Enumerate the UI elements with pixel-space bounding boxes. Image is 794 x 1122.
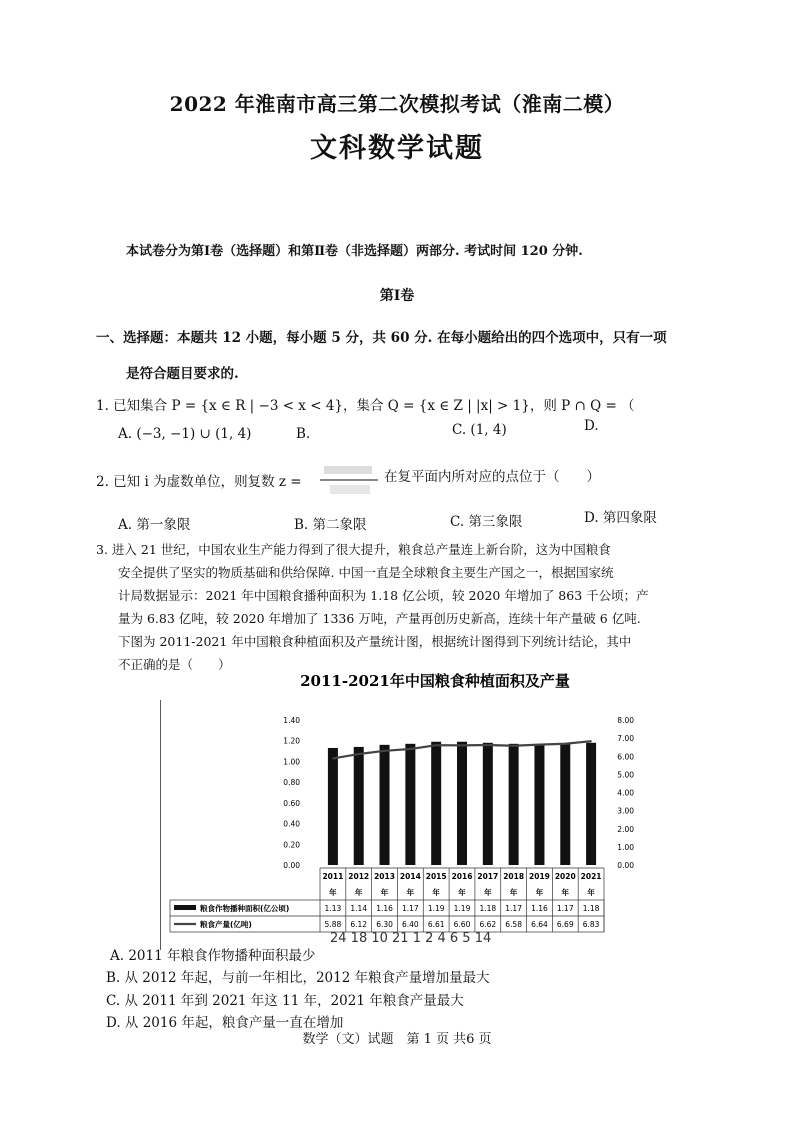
y-right-tick-label: 0.00 xyxy=(617,861,634,870)
y-left-tick-label: 0.40 xyxy=(283,819,300,829)
q2-stem: 2. 已知 i 为虚数单位，则复数 z = xyxy=(96,474,302,490)
q3-option-a: A. 2011 年粮食作物播种面积最少 xyxy=(110,948,316,964)
bar-area xyxy=(431,742,441,865)
area-data-label: 1.17 xyxy=(556,904,574,913)
q3-stem-line3: 计局数据显示：2021 年中国粮食播种面积为 1.18 亿公顷，较 2020 年增加了 863 千公顷；产 xyxy=(118,588,649,603)
area-data-label: 1.18 xyxy=(582,904,600,913)
x-category-label: 2011 xyxy=(322,872,344,881)
q3-stem-line2: 安全提供了坚实的物质基础和供给保障. 中国一直是全球粮食主要生产国之一，根据国家统 xyxy=(118,565,614,580)
bar-area xyxy=(534,745,544,865)
line-point xyxy=(487,744,489,746)
chart-title: 2011-2021年中国粮食种植面积及产量 xyxy=(300,672,570,690)
output-data-label: 6.58 xyxy=(505,920,522,929)
output-data-label: 6.40 xyxy=(402,920,419,929)
legend-label-area: 粮食作物播种面积(亿公顷) xyxy=(200,904,290,913)
q1-option-b: B. xyxy=(296,426,311,442)
x-category-suffix: 年 xyxy=(535,888,544,897)
x-category-label: 2015 xyxy=(425,872,447,881)
x-category-label: 2013 xyxy=(374,872,395,881)
area-data-label: 1.16 xyxy=(531,904,548,913)
line-point xyxy=(513,745,515,747)
q1-option-a: A. (−3, −1) ∪ (1, 4) xyxy=(118,426,252,442)
section-heading-cont: 是符合题目要求的. xyxy=(126,366,239,382)
legend-label-output: 粮食产量(亿吨) xyxy=(200,920,252,929)
q3-option-c: C. 从 2011 年到 2021 年这 11 年，2021 年粮食产量最大 xyxy=(106,993,464,1009)
line-point xyxy=(564,743,566,745)
x-category-label: 2014 xyxy=(399,872,421,881)
bar-area xyxy=(380,745,390,865)
y-left-tick-label: 1.40 xyxy=(283,716,300,725)
x-category-suffix: 年 xyxy=(458,888,466,897)
y-right-tick-label: 3.00 xyxy=(617,806,634,816)
area-data-label: 1.17 xyxy=(402,904,419,913)
y-left-tick-label: 0.60 xyxy=(283,798,300,808)
q3-stem-line5: 下图为 2011-2021 年中国粮食种植面积及产量统计图，根据统计图得到下列统计结论，其中 xyxy=(118,634,632,649)
bar-area xyxy=(560,744,570,865)
x-category-label: 2012 xyxy=(348,872,370,881)
exam-title: 2022 年淮南市高三第二次模拟考试（淮南二模） xyxy=(169,92,625,116)
q2-fraction xyxy=(316,460,382,500)
bar-area xyxy=(509,744,519,865)
q3-stem-line6: 不正确的是（ ） xyxy=(118,657,231,672)
q2-option-b: B. 第二象限 xyxy=(294,517,367,533)
bar-area xyxy=(405,744,415,865)
output-data-label: 6.30 xyxy=(376,920,393,929)
bar-area xyxy=(457,742,467,865)
line-point xyxy=(410,748,412,750)
q2-option-d: D. 第四象限 xyxy=(584,510,657,526)
x-category-label: 2020 xyxy=(554,872,576,881)
y-left-tick-label: 0.20 xyxy=(283,840,300,850)
y-right-tick-label: 4.00 xyxy=(617,788,634,798)
output-data-label: 6.64 xyxy=(531,920,548,929)
line-point xyxy=(435,744,437,746)
area-data-label: 1.19 xyxy=(427,904,445,913)
x-category-label: 2019 xyxy=(529,872,550,881)
x-category-label: 2017 xyxy=(477,872,499,881)
y-right-tick-label: 1.00 xyxy=(617,842,634,852)
x-category-label: 2021 xyxy=(580,872,602,881)
y-left-tick-label: 0.80 xyxy=(283,778,300,788)
q3-stem-line1: 3. 进入 21 世纪，中国农业生产能力得到了很大提升，粮食总产量连上新台阶，这为中国粮食 xyxy=(96,542,611,557)
output-data-label: 6.62 xyxy=(479,920,497,929)
line-point xyxy=(590,740,592,742)
exam-intro: 本试卷分为第Ⅰ卷（选择题）和第Ⅱ卷（非选择题）两部分. 考试时间 120 分钟. xyxy=(126,244,583,259)
y-left-tick-label: 1.00 xyxy=(283,757,300,767)
handwritten-notes: 24 18 10 21 1 2 4 6 5 14 xyxy=(330,931,492,946)
x-category-label: 2016 xyxy=(451,872,473,881)
area-data-label: 1.14 xyxy=(350,904,368,913)
y-right-tick-label: 5.00 xyxy=(617,770,634,780)
y-right-tick-label: 8.00 xyxy=(617,716,634,725)
output-data-label: 6.83 xyxy=(582,920,600,929)
exam-subtitle: 文科数学试题 xyxy=(310,133,484,164)
x-category-suffix: 年 xyxy=(509,888,518,897)
bar-area xyxy=(328,748,338,865)
y-right-tick-label: 7.00 xyxy=(617,734,634,744)
q3-stem-line4: 量为 6.83 亿吨，较 2020 年增加了 1336 万吨，产量再创历史新高，连续十年产量破 6 亿吨. xyxy=(118,611,641,626)
q1-option-c: C. (1, 4) xyxy=(452,422,507,438)
q3-option-b: B. 从 2012 年起，与前一年相比，2012 年粮食产量增加量最大 xyxy=(106,970,490,986)
area-data-label: 1.18 xyxy=(479,904,497,913)
x-category-suffix: 年 xyxy=(432,888,440,897)
part-label: 第Ⅰ卷 xyxy=(379,288,415,304)
output-data-label: 6.61 xyxy=(427,920,445,929)
x-category-suffix: 年 xyxy=(484,888,492,897)
y-right-tick-label: 2.00 xyxy=(617,824,634,834)
x-category-suffix: 年 xyxy=(587,888,595,897)
line-point xyxy=(461,745,463,747)
q2-stem-tail: 在复平面内所对应的点位于（ ） xyxy=(384,469,600,485)
section-heading: 一、选择题：本题共 12 小题，每小题 5 分，共 60 分. 在每小题给出的四个选项中，只有一项 xyxy=(96,330,667,346)
output-data-label: 6.69 xyxy=(556,920,574,929)
grain-chart xyxy=(160,660,650,950)
line-point xyxy=(332,758,334,760)
x-category-suffix: 年 xyxy=(329,888,337,897)
area-data-label: 1.17 xyxy=(505,904,522,913)
bar-area xyxy=(354,747,364,865)
area-data-label: 1.19 xyxy=(453,904,471,913)
line-point xyxy=(539,744,541,746)
y-left-tick-label: 1.20 xyxy=(283,736,300,746)
x-category-suffix: 年 xyxy=(380,888,389,897)
q2-option-a: A. 第一象限 xyxy=(118,517,191,533)
bar-area xyxy=(586,743,596,865)
y-left-tick-label: 0.00 xyxy=(283,861,300,870)
q2-option-c: C. 第三象限 xyxy=(450,514,523,530)
x-category-suffix: 年 xyxy=(561,888,570,897)
bar-area xyxy=(483,743,493,865)
output-data-label: 6.60 xyxy=(453,920,471,929)
area-data-label: 1.16 xyxy=(376,904,393,913)
y-right-tick-label: 6.00 xyxy=(617,752,634,762)
x-category-suffix: 年 xyxy=(406,888,415,897)
x-category-label: 2018 xyxy=(503,872,525,881)
q1-stem: 1. 已知集合 P = {x ∈ R | −3 < x < 4}，集合 Q = {x ∈ Z | |x| > 1}，则 P ∩ Q = （ xyxy=(96,398,635,414)
line-point xyxy=(384,750,386,752)
legend-swatch-bar xyxy=(174,905,196,910)
q3-option-d: D. 从 2016 年起，粮食产量一直在增加 xyxy=(106,1015,344,1031)
line-point xyxy=(358,753,360,755)
page-footer: 数学（文）试题 第 1 页 共6 页 xyxy=(302,1032,492,1047)
q1-option-d: D. xyxy=(584,418,599,434)
area-data-label: 1.13 xyxy=(324,904,342,913)
x-category-suffix: 年 xyxy=(354,888,363,897)
output-data-label: 5.88 xyxy=(324,920,342,929)
output-data-label: 6.12 xyxy=(350,920,368,929)
